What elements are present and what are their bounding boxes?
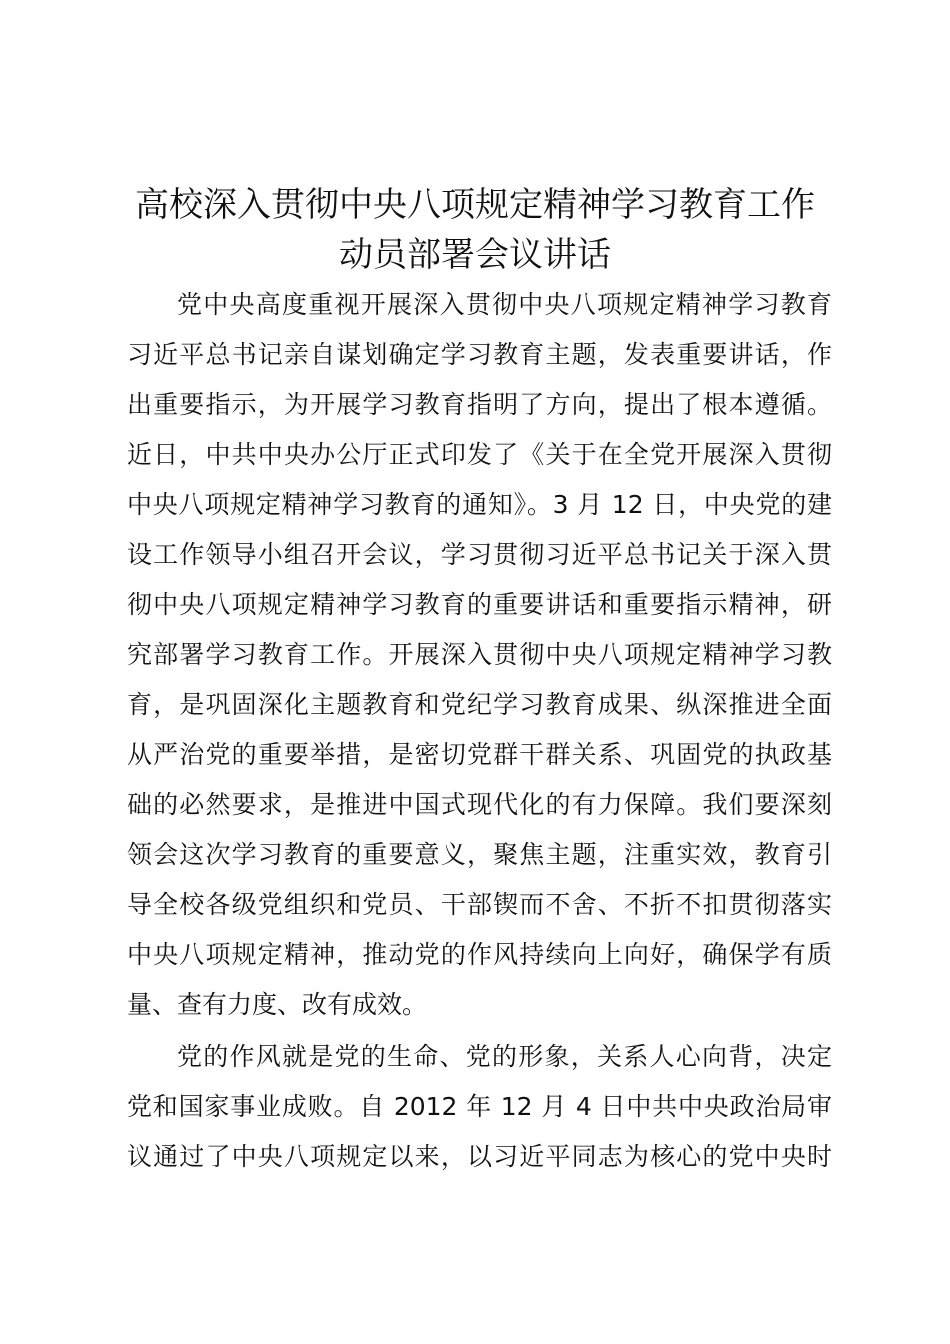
paragraph-line: 导全校各级党组织和党员、干部锲而不舍、不折不扣贯彻落实 bbox=[127, 890, 832, 919]
paragraph-line: 从严治党的重要举措，是密切党群干群关系、巩固党的执政基 bbox=[127, 740, 832, 769]
paragraph-line: 近日，中共中央办公厅正式印发了《关于在全党开展深入贯彻 bbox=[127, 440, 832, 469]
paragraph-line: 设工作领导小组召开会议，学习贯彻习近平总书记关于深入贯 bbox=[127, 540, 832, 569]
paragraph-2 bbox=[127, 1032, 832, 1182]
paragraph-line: 习近平总书记亲自谋划确定学习教育主题，发表重要讲话，作 bbox=[127, 340, 832, 369]
paragraph-line: 础的必然要求，是推进中国式现代化的有力保障。我们要深刻 bbox=[127, 790, 832, 819]
document-body bbox=[127, 280, 832, 1182]
paragraph-line: 彻中央八项规定精神学习教育的重要讲话和重要指示精神，研 bbox=[127, 590, 832, 619]
paragraph-line: 量、查有力度、改有成效。 bbox=[127, 990, 428, 1019]
paragraph-line: 党的作风就是党的生命、党的形象，关系人心向背，决定 bbox=[177, 1042, 832, 1071]
document-title bbox=[100, 180, 850, 280]
paragraph-line: 育，是巩固深化主题教育和党纪学习教育成果、纵深推进全面 bbox=[127, 690, 832, 719]
paragraph-line: 中央八项规定精神学习教育的通知》。3 月 12 日，中央党的建 bbox=[127, 490, 832, 519]
paragraph-line: 领会这次学习教育的重要意义，聚焦主题，注重实效，教育引 bbox=[127, 840, 832, 869]
paragraph-line: 议通过了中央八项规定以来，以习近平同志为核心的党中央时 bbox=[127, 1142, 832, 1171]
paragraph-line: 党中央高度重视开展深入贯彻中央八项规定精神学习教育 bbox=[177, 290, 832, 319]
title-line-1: 高校深入贯彻中央八项规定精神学习教育工作 bbox=[135, 185, 815, 225]
title-line-2: 动员部署会议讲话 bbox=[339, 235, 611, 275]
paragraph-line: 党和国家事业成败。自 2012 年 12 月 4 日中共中央政治局审 bbox=[127, 1092, 832, 1121]
paragraph-line: 中央八项规定精神，推动党的作风持续向上向好，确保学有质 bbox=[127, 940, 832, 969]
paragraph-1 bbox=[127, 280, 832, 1030]
paragraph-line: 究部署学习教育工作。开展深入贯彻中央八项规定精神学习教 bbox=[127, 640, 832, 669]
paragraph-line: 出重要指示，为开展学习教育指明了方向，提出了根本遵循。 bbox=[127, 390, 832, 419]
